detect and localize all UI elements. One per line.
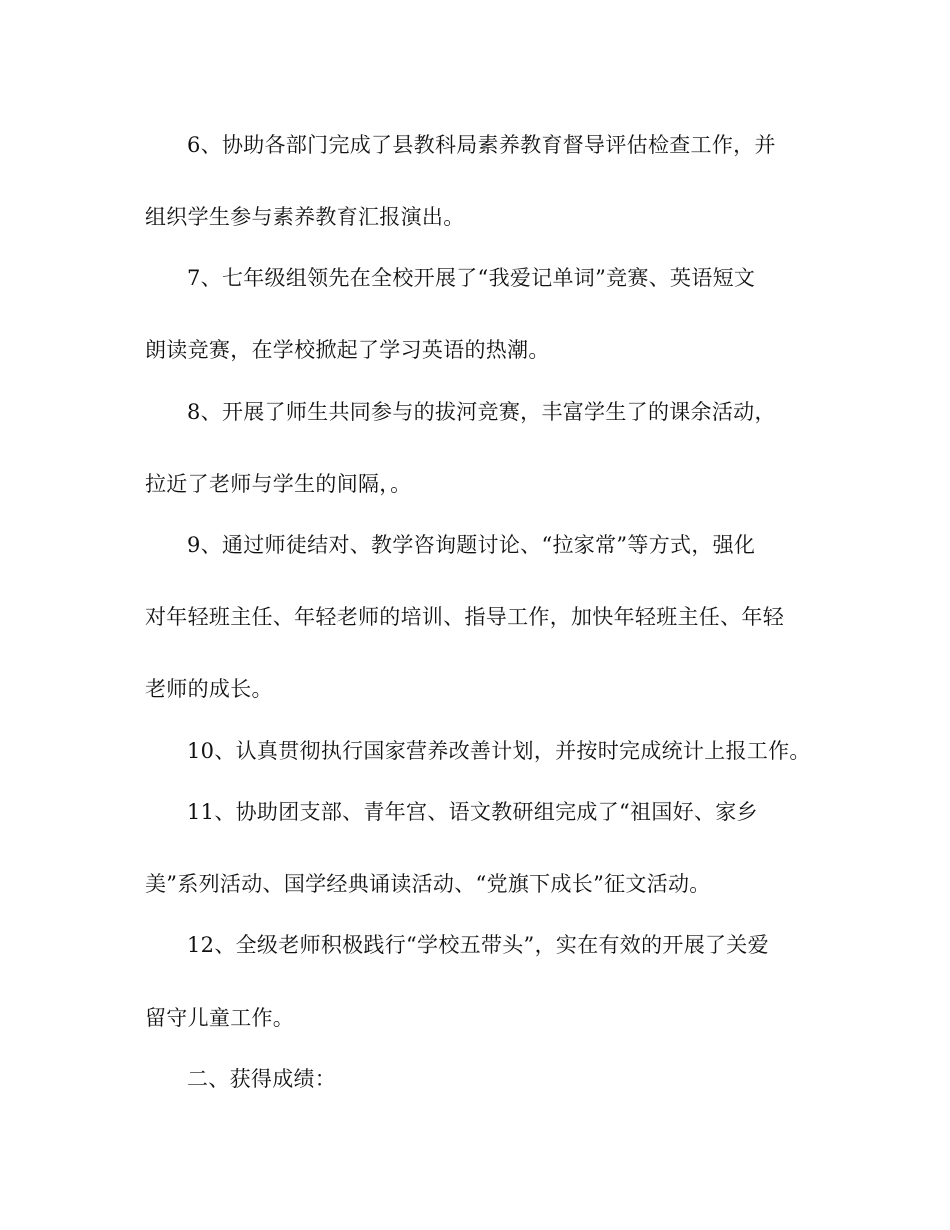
- item-11-line-1: 11、协助团支部、青年宫、语文教研组完成了“祖国好、家乡: [187, 800, 758, 824]
- item-6-line-2: 组织学生参与素养教育汇报演出。: [145, 205, 465, 229]
- item-10-line-1: 10、认真贯彻执行国家营养改善计划，并按时完成统计上报工作。: [187, 739, 811, 763]
- item-7-line-1: 7、七年级组领先在全校开展了“我爱记单词”竞赛、英语短文: [187, 266, 756, 290]
- item-12-line-2: 留守儿童工作。: [145, 1006, 295, 1030]
- item-9-line-3: 老师的成长。: [145, 677, 273, 701]
- item-9-line-2: 对年轻班主任、年轻老师的培训、指导工作，加快年轻班主任、年轻: [145, 605, 784, 629]
- item-7-line-2: 朗读竞赛，在学校掀起了学习英语的热潮。: [145, 338, 550, 362]
- item-8-line-1: 8、开展了师生共同参与的拔河竞赛，丰富学生了的课余活动，: [187, 400, 776, 424]
- item-8-line-2: 拉近了老师与学生的间隔，。: [145, 472, 412, 496]
- section-heading-achievements: 二、获得成绩：: [187, 1067, 337, 1091]
- item-12-line-1: 12、全级老师积极践行“学校五带头”，实在有效的开展了关爱: [187, 933, 769, 957]
- item-9-line-1: 9、通过师徒结对、教学咨询题讨论、“拉家常”等方式，强化: [187, 533, 756, 557]
- item-6-line-1: 6、协助各部门完成了县教科局素养教育督导评估检查工作，并: [187, 133, 776, 157]
- item-11-line-2: 美”系列活动、国学经典诵读活动、“党旗下成长”征文活动。: [145, 872, 711, 896]
